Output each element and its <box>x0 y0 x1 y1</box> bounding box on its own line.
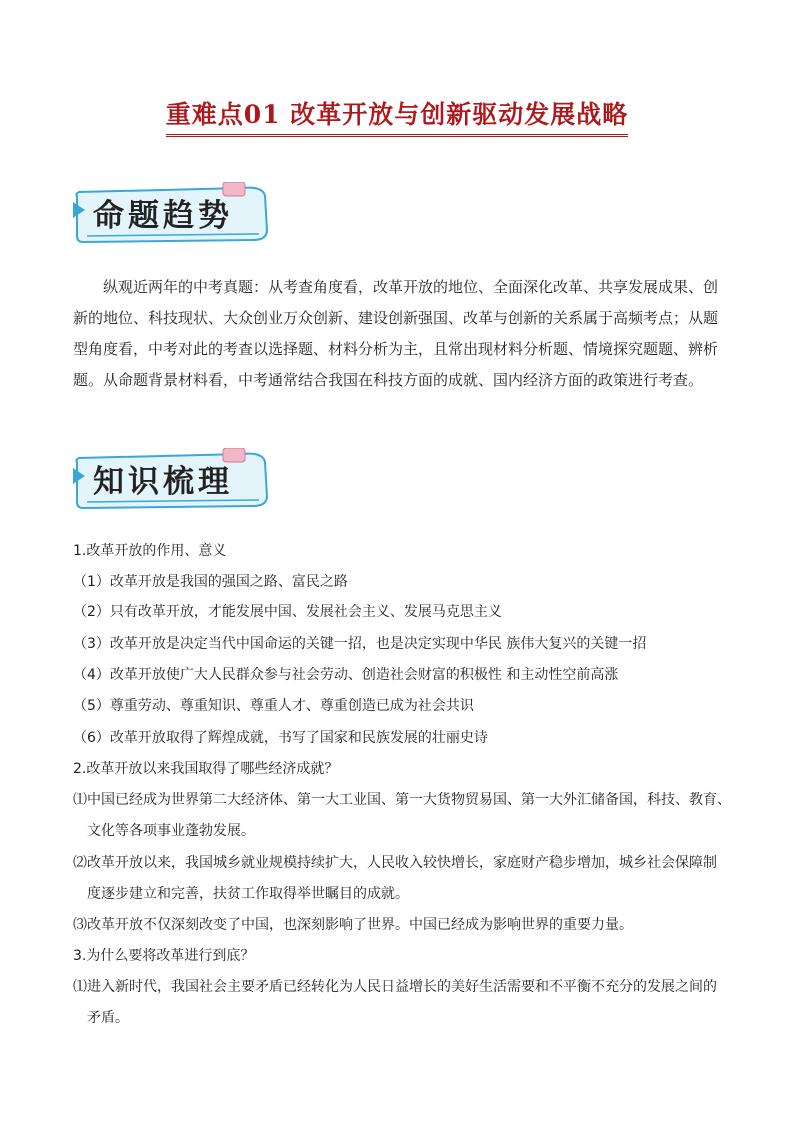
section-heading: 2.改革开放以来我国取得了哪些经济成就？ <box>73 761 339 777</box>
list-item-continuation: 度逐步建立和完善，扶贫工作取得举世瞩目的成就。 <box>87 886 409 902</box>
knowledge-badge <box>73 448 273 508</box>
section-heading: 1.改革开放的作用、意义 <box>73 543 227 559</box>
list-item: （3）改革开放是决定当代中国命运的关键一招，也是决定实现中华民 族伟大复兴的关键一招 <box>73 636 647 652</box>
list-item: （2）只有改革开放，才能发展中国、发展社会主义、发展马克思主义 <box>73 604 502 620</box>
list-item-continuation: 文化等各项事业蓬勃发展。 <box>87 823 255 839</box>
intro-text: 纵观近两年的中考真题：从考查角度看，改革开放的地位、全面深化改革、共享发展成果、创新的地位、科技现状、大众创业万众创新、建设创新强国、改革与创新的关系属于高频考点；从题型角度看，中考对此的考查以选择题、材料分析为主，且常出现材料分析题、情境探究题题、辨析题。从命题背景材料看，中考通常结合我国在科技方面的成就、国内经济方面的政策进行考查。 <box>73 278 719 389</box>
trend-badge-label: 命题趋势 <box>93 198 233 234</box>
page-title <box>0 98 794 137</box>
list-item-continuation: 矛盾。 <box>87 1010 129 1026</box>
list-item: ⑵改革开放以来，我国城乡就业规模持续扩大，人民收入较快增长，家庭财产稳步增加，城乡社会保障制 <box>73 855 717 871</box>
list-item: ⑴进入新时代，我国社会主要矛盾已经转化为人民日益增长的美好生活需要和不平衡不充分的发展之间的 <box>73 979 717 995</box>
intro-paragraph <box>73 272 723 396</box>
list-item: ⑴中国已经成为世界第二大经济体、第一大工业国、第一大货物贸易国、第一大外汇储备国，科技、教育、 <box>73 792 731 808</box>
list-item: （6）改革开放取得了辉煌成就，书写了国家和民族发展的壮丽史诗 <box>73 730 488 746</box>
section-heading: 3.为什么要将改革进行到底？ <box>73 948 255 964</box>
list-item: （4）改革开放使广大人民群众参与社会劳动、创造社会财富的积极性 和主动性空前高涨 <box>73 667 619 683</box>
trend-badge <box>73 182 273 242</box>
knowledge-badge-label: 知识梳理 <box>93 464 233 500</box>
list-item: （5）尊重劳动、尊重知识、尊重人才、尊重创造已成为社会共识 <box>73 698 474 714</box>
list-item: ⑶改革开放不仅深刻改变了中国，也深刻影响了世界。中国已经成为影响世界的重要力量。 <box>73 917 633 933</box>
page-title-text: 重难点01 改革开放与创新驱动发展战略 <box>166 98 629 137</box>
list-item: （1）改革开放是我国的强国之路、富民之路 <box>73 574 348 590</box>
